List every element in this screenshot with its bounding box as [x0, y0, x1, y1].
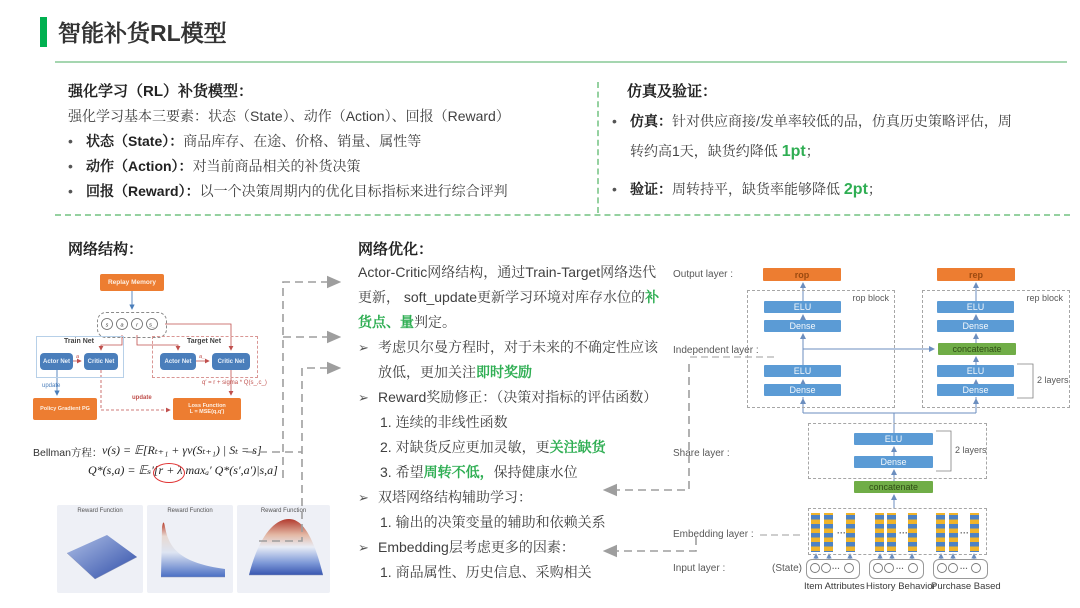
share-two-layers-label: 2 layers — [955, 445, 987, 455]
rep-block-label: rep block — [1026, 293, 1063, 303]
input-dots: ··· — [960, 564, 968, 573]
state-circle-label: s — [105, 322, 109, 329]
validation-metric-value: 2pt — [843, 181, 868, 198]
rl-model-section — [68, 79, 593, 204]
rl-bullet-reward — [68, 179, 593, 204]
reward-plot-2 — [147, 505, 233, 593]
loss-function-label: Loss Function — [188, 403, 226, 409]
validation-bullet-text: 周转持平，缺货率能够降低 — [672, 181, 844, 197]
bullet-dot-icon: • — [68, 158, 73, 174]
target-actor-box: Actor Net — [160, 353, 196, 370]
tower-network-diagram — [660, 245, 1080, 600]
sim-metric-value: 1pt — [781, 143, 806, 160]
input-label-history-behavior: History Behavior — [866, 581, 936, 592]
vertical-dashed-divider — [597, 82, 599, 213]
bullet-dot-icon: • — [68, 133, 73, 149]
actor-critic-diagram — [30, 262, 340, 452]
sim-bullet-text-1: 针对供应商接/发单率较低的品，仿真历史策略评估，周 — [672, 113, 1012, 129]
sim-section-heading: 仿真及验证： — [627, 83, 718, 100]
share-layer-label: Share layer : — [673, 448, 730, 459]
rl-bullet-reward-desc: 以一个决策周期内的优化目标指标来进行综合评判 — [199, 183, 508, 199]
opt-paragraph-line: 更新， soft_update更新学习环境对库存水位的补 — [358, 289, 660, 305]
arrow-bullet-icon: ➢ — [358, 340, 369, 355]
rl-bullet-action — [68, 154, 593, 179]
rl-bullet-state — [68, 129, 593, 154]
target-net-label: Target Net — [186, 338, 222, 345]
opt-bullet-bellman: ➢ 考虑贝尔曼方程时，对于未来的不确定性应该 — [358, 335, 676, 360]
opt-sub-5: 1. 商品属性、历史信息、采购相关 — [380, 564, 592, 580]
bullet-dot-icon: • — [68, 183, 73, 199]
rl-bullet-state-desc: 商品库存、在途、价格、销量、属性等 — [183, 133, 422, 149]
opt-bullet-reward: ➢ Reward奖励修正：（决策对指标的评估函数） — [358, 385, 676, 410]
rop-dense-upper-box: Dense — [764, 320, 841, 332]
reward-plot-title: Reward Function — [167, 508, 213, 514]
horizontal-dashed-divider — [55, 214, 1070, 216]
opt-sub-3: 3. 希望周转不低，保持健康水位 — [380, 464, 578, 480]
rep-output-box: rep — [937, 268, 1015, 281]
embedding-dots: ··· — [837, 528, 846, 538]
input-group-purchase-based — [933, 559, 988, 579]
rl-intro: 强化学习基本三要素：状态（State）、动作（Action）、回报（Reward） — [68, 108, 510, 124]
opt-sub-4: 1. 输出的决策变量的辅助和依赖关系 — [380, 514, 606, 530]
input-label-item-attributes: Item Attributes — [804, 581, 865, 592]
action-circle-label: a — [120, 322, 124, 329]
bullet-dot-icon: • — [612, 181, 617, 197]
input-label-purchase-based: Purchase Based — [931, 581, 1001, 592]
bullet-dot-icon: • — [612, 113, 617, 129]
opt-bullet-bellman-cont: 放低，更加关注即时奖励 — [378, 364, 532, 380]
rl-bullet-action-term: 动作（Action）： — [86, 158, 193, 174]
next-state-circle-label: s_ — [149, 322, 155, 329]
update-blue-label: update — [42, 383, 61, 389]
sim-bullet-term: 仿真： — [630, 113, 672, 129]
opt-paragraph-line: Actor-Critic网络结构，通过Train-Target网络迭代 — [358, 264, 657, 280]
optimization-section — [358, 260, 676, 585]
page-title: 智能补货RL模型 — [58, 20, 227, 46]
reward-plot-title: Reward Function — [260, 508, 307, 514]
validation-bullet-tail: ； — [867, 181, 882, 197]
input-dots: ··· — [832, 564, 840, 573]
input-group-item-attributes — [806, 559, 860, 579]
rl-bullet-state-term: 状态（State）： — [86, 133, 184, 149]
replay-memory-box: Replay Memory — [100, 274, 164, 291]
rop-output-box: rop — [763, 268, 841, 281]
opt-paragraph-line: 货点、量判定。 — [358, 314, 456, 330]
policy-gradient-box: Policy Gradient PG — [33, 398, 97, 420]
train-net-label: Train Net — [64, 338, 94, 345]
independent-layer-label: Independent layer : — [673, 345, 759, 356]
rl-bullet-action-desc: 对当前商品相关的补货决策 — [192, 158, 361, 174]
optimization-heading: 网络优化： — [358, 241, 434, 258]
rl-section-heading: 强化学习（RL）补货模型： — [68, 83, 253, 100]
loss-function-formula: L = MSE(q,q′) — [189, 409, 225, 415]
opt-bullet-twin-tower: ➢ 双塔网络结构辅助学习： — [358, 485, 676, 510]
opt-sub-1: 1. 连续的非线性函数 — [380, 414, 508, 430]
lambda-highlight-circle — [153, 463, 185, 483]
transition-tuple-box — [97, 312, 167, 338]
reward-plot-3 — [237, 505, 330, 593]
rep-dense-lower-box: Dense — [937, 384, 1014, 396]
rop-elu-upper-box: ELU — [764, 301, 841, 313]
sim-bullet — [612, 106, 1062, 167]
structure-heading: 网络结构： — [68, 241, 144, 258]
state-label: (State) — [772, 563, 803, 574]
target-critic-box: Critic Net — [212, 353, 250, 370]
sim-bullet-text-2: 转约高1天，缺货约降低 — [630, 143, 782, 159]
rep-elu-lower-box: ELU — [937, 365, 1014, 377]
rop-elu-lower-box: ELU — [764, 365, 841, 377]
rl-bullet-reward-term: 回报（Reward）： — [86, 183, 200, 199]
bellman-label: Bellman方程： — [33, 447, 103, 459]
arrow-bullet-icon: ➢ — [358, 540, 369, 555]
reward-circle-label: r — [136, 322, 138, 329]
next-action-arrow-label: a_ — [199, 354, 206, 360]
reward-plot-title: Reward Function — [77, 508, 123, 514]
embedding-layer-block — [808, 508, 987, 555]
title-underline — [55, 61, 1067, 63]
sim-bullet-tail: ； — [805, 143, 820, 159]
rep-concatenate-box: concatenate — [938, 343, 1016, 355]
opt-sub-2: 2. 对缺货反应更加灵敏，更关注缺货 — [380, 439, 606, 455]
bellman-formula-v: v(s) = 𝔼[Rₜ₊₁ + γv(Sₜ₊₁) | Sₜ = s] — [102, 443, 262, 457]
train-actor-box: Actor Net — [40, 353, 73, 370]
rop-block-label: rop block — [852, 293, 889, 303]
loss-function-box — [173, 398, 241, 420]
q-target-formula: q′ = r + sigma * Q(s_,c_) — [202, 380, 267, 386]
rop-dense-lower-box: Dense — [764, 384, 841, 396]
update-red-label: update — [132, 395, 152, 401]
rep-two-layers-label: 2 layers — [1037, 375, 1069, 385]
train-critic-box: Critic Net — [84, 353, 118, 370]
rep-elu-upper-box: ELU — [937, 301, 1014, 313]
input-group-history-behavior — [869, 559, 924, 579]
input-dots: ··· — [896, 564, 904, 573]
simulation-section — [612, 79, 1062, 212]
action-arrow-label: a — [76, 354, 80, 360]
share-elu-box: ELU — [854, 433, 933, 445]
bellman-formula-q: Q*(s,a) = 𝔼ₛ′[r + λ maxₐ′ Q*(s′,a′)|s,a] — [88, 463, 278, 477]
validation-bullet — [612, 174, 1062, 205]
input-layer-label: Input layer : — [673, 563, 726, 574]
arrow-bullet-icon: ➢ — [358, 490, 369, 505]
arrow-bullet-icon: ➢ — [358, 390, 369, 405]
title-accent-bar — [40, 17, 47, 47]
rep-dense-upper-box: Dense — [937, 320, 1014, 332]
validation-bullet-term: 验证： — [630, 181, 672, 197]
embedding-layer-label: Embedding layer : — [673, 529, 754, 540]
embedding-dots: ··· — [899, 528, 908, 538]
output-layer-label: Output layer : — [673, 269, 734, 280]
share-concatenate-box: concatenate — [854, 481, 933, 493]
reward-plot-1 — [57, 505, 143, 593]
share-dense-box: Dense — [854, 456, 933, 468]
embedding-dots: ··· — [960, 528, 969, 538]
opt-bullet-embedding: ➢ Embedding层考虑更多的因素： — [358, 535, 676, 560]
